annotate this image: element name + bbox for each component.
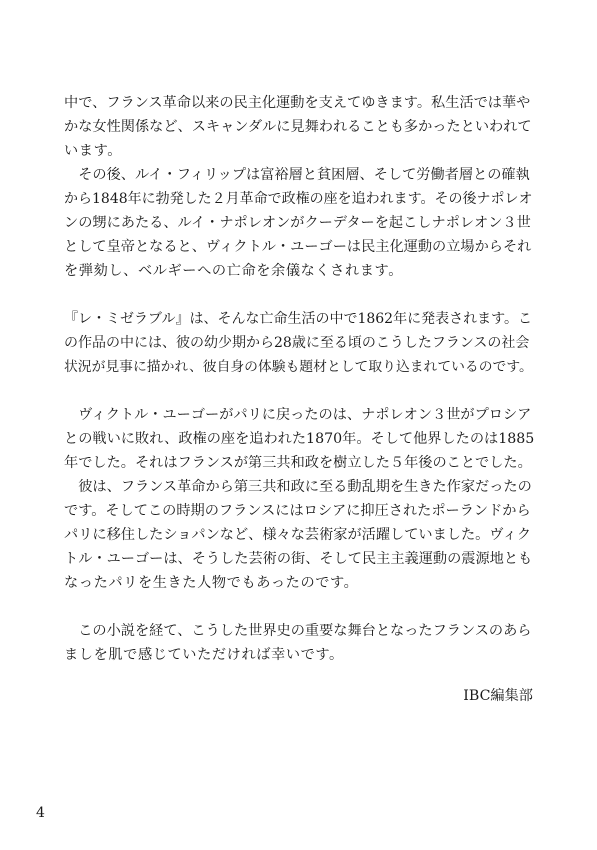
text-line: を弾劾し、ベルギーへの亡命を余儀なくされます。: [64, 263, 403, 279]
text-line: から1848年に勃発した２月革命で政権の座を追われます。その後ナポレオ: [64, 191, 533, 207]
text-line: この小説を経て、こうした世界史の重要な舞台となったフランスのあら: [64, 623, 532, 639]
text-line: パリに移住したショパンなど、様々な芸術家が活躍していました。ヴィク: [64, 527, 532, 543]
text-line: ヴィクトル・ユーゴーがパリに戻ったのは、ナポレオン３世がプロシア: [64, 407, 532, 423]
text-line: 彼は、フランス革命から第三共和政に至る動乱期を生きた作家だったの: [64, 479, 532, 495]
text-line: の作品の中には、彼の幼少期から28歳に至る頃のこうしたフランスの社会: [64, 335, 530, 351]
text-line: ンの甥にあたる、ルイ・ナポレオンがクーデターを起こしナポレオン３世: [64, 215, 531, 231]
text-line: トル・ユーゴーは、そうした芸術の街、そして民主主義運動の震源地とも: [64, 551, 533, 567]
page-number: 4: [36, 805, 45, 821]
text-line: その後、ルイ・フィリップは富裕層と貧困層、そして労働者層との確執: [64, 167, 530, 183]
text-line: 状況が見事に描かれ、彼自身の体験も題材として取り込まれているのです。: [64, 359, 533, 375]
text-line: との戦いに敗れ、政権の座を追われた1870年。そして他界したのは1885: [64, 431, 535, 447]
text-line: 中で、フランス革命以来の民主化運動を支えてゆきます。私生活では華や: [64, 95, 531, 111]
text-line: 年でした。それはフランスが第三共和政を樹立した５年後のことでした。: [64, 455, 532, 471]
text-line: ましを肌で感じていただければ幸いです。: [64, 647, 344, 663]
text-line: なったパリを生きた人物でもあったのです。: [64, 575, 359, 591]
editor-signature: IBC編集部: [463, 688, 533, 704]
text-line: です。そしてこの時期のフランスにはロシアに抑圧されたポーランドから: [64, 503, 531, 519]
text-line: 『レ・ミゼラブル』は、そんな亡命生活の中で1862年に発表されます。こ: [64, 311, 532, 327]
text-line: います。: [64, 143, 123, 159]
text-line: として皇帝となると、ヴィクトル・ユーゴーは民主化運動の立場からそれ: [64, 239, 532, 255]
text-line: かな女性関係など、スキャンダルに見舞われることも多かったといわれて: [64, 119, 532, 135]
